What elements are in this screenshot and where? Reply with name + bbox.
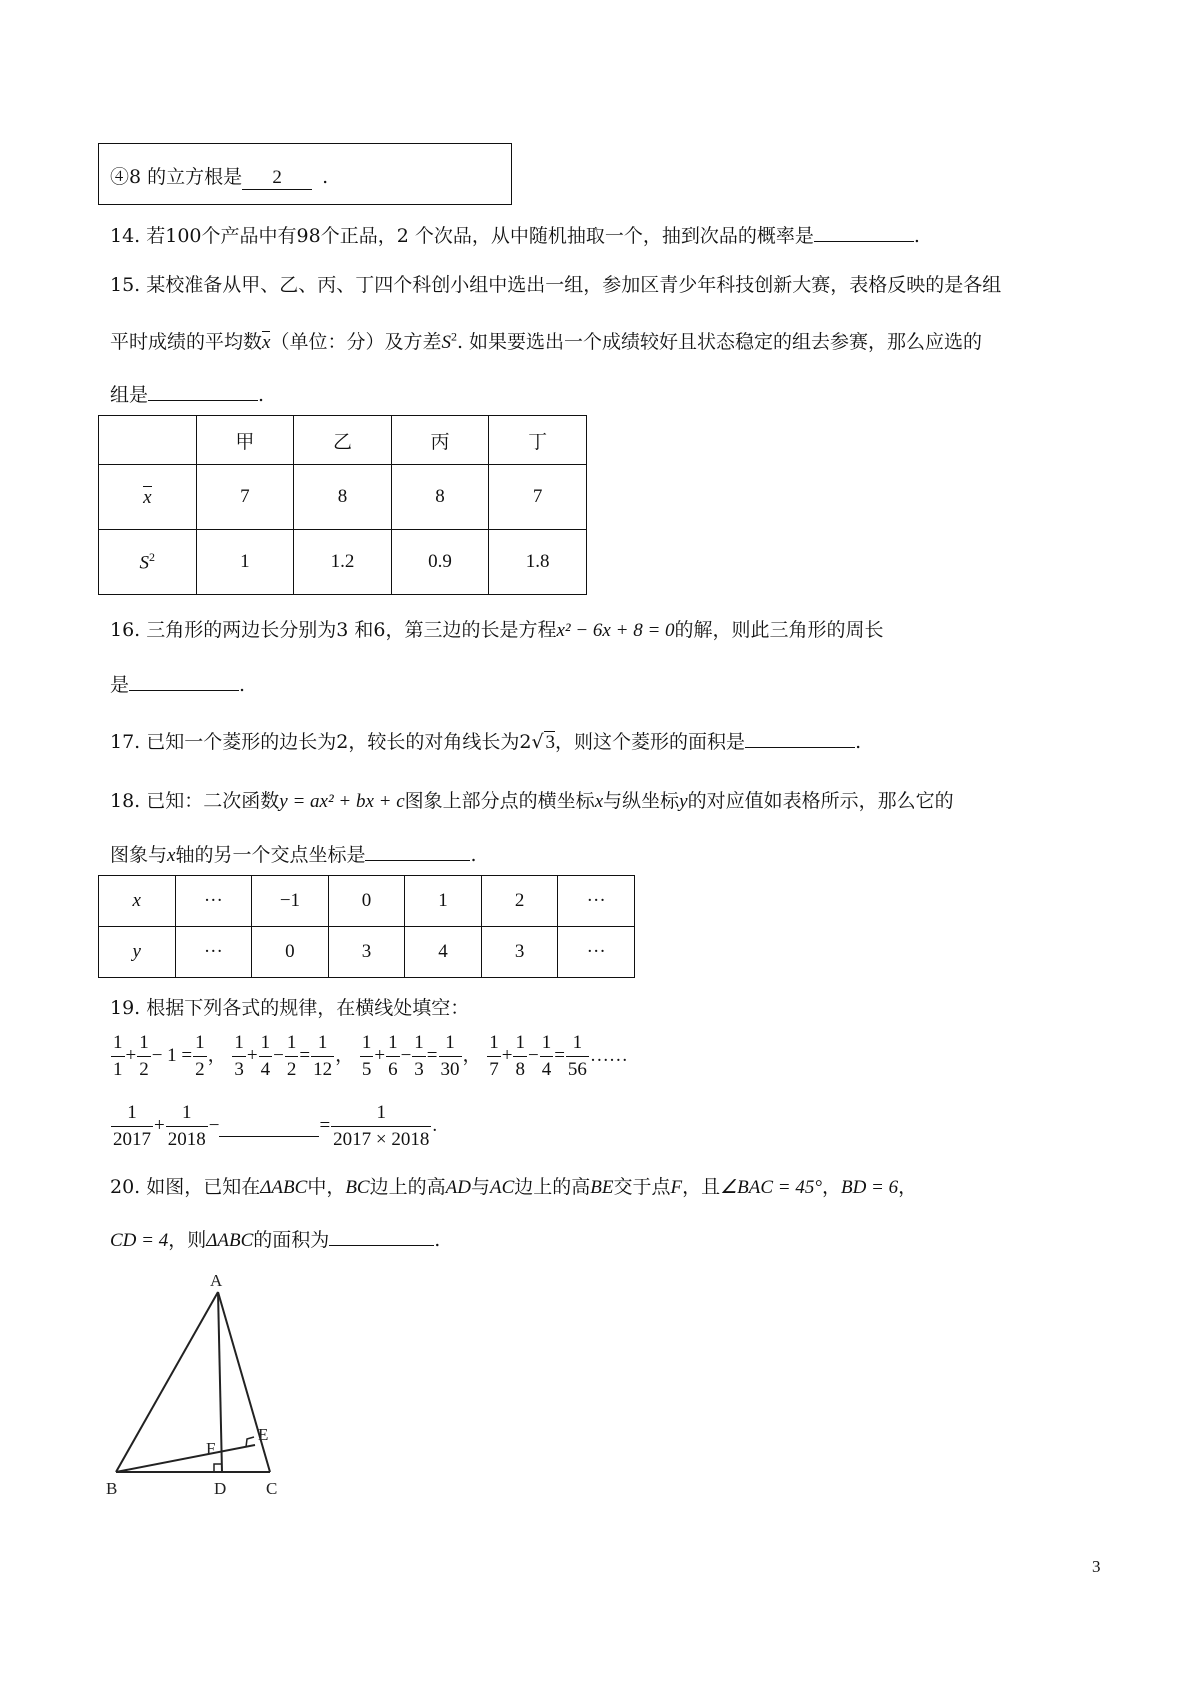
question-18-line2: 图象与x轴的另一个交点坐标是 . <box>110 840 477 867</box>
label-a: A <box>210 1271 223 1290</box>
row-var-label: $S^2$ <box>99 530 197 595</box>
cell: 1 <box>196 530 294 595</box>
x-label: x <box>99 876 176 927</box>
page-number: 3 <box>1092 1557 1101 1576</box>
question-15-line3: 组是 . <box>110 380 264 407</box>
question-14: 14. 若100个产品中有98个正品，2 个次品，从中随机抽取一个，抽到次品的概率是 . <box>110 221 920 248</box>
cell: 1.2 <box>294 530 392 595</box>
side-ac <box>218 1292 270 1472</box>
label-c: C <box>266 1479 278 1498</box>
cell: 8 <box>294 465 392 530</box>
cell: 2 <box>481 876 558 927</box>
cell: 8 <box>391 465 489 530</box>
question-15-line1: 15. 某校准备从甲、乙、丙、丁四个科创小组中选出一组，参加区青少年科技创新大赛，表格反映的是各组 <box>110 274 1002 296</box>
cell: 7 <box>196 465 294 530</box>
header-yi: 乙 <box>294 416 392 465</box>
cell: 7 <box>489 465 587 530</box>
y-label: y <box>99 927 176 978</box>
header-bing: 丙 <box>391 416 489 465</box>
header-jia: 甲 <box>196 416 294 465</box>
triangle-figure <box>100 1270 320 1520</box>
q19-series: $\frac{1}{1}$ + $\frac{1}{2}$ − 1 = $\frac{1}{2}$ ， $\frac{1}{3}$ + $\frac{1}{4}$ − $\frac{1}{2}$ = $\frac{1}{12}$ ， $\frac{1}{5}$ + $\frac{1}{6}$ − $\frac{1}{3}$ = $\frac{1}{30}$ ， $\frac{1}{7}$ + $\frac{1}{8}$ − $\frac{1}{4}$ = $\frac{1}{56}$ …… <box>113 1032 628 1080</box>
header-ding: 丁 <box>489 416 587 465</box>
cell: 0 <box>328 876 405 927</box>
cell: ··· <box>175 876 252 927</box>
cell: 3 <box>328 927 405 978</box>
cell: ··· <box>558 927 635 978</box>
label-d: D <box>214 1479 227 1498</box>
question-20-line1: 20. 如图，已知在ΔABC中，BC边上的高AD与AC边上的高BE交于点F，且∠BAC = 45°，BD = 6， <box>110 1176 918 1198</box>
box-item-text: ④8 的立方根是 2 . <box>110 166 329 188</box>
cell: ··· <box>175 927 252 978</box>
right-angle-d <box>214 1464 222 1472</box>
box-item-answer: 2 <box>272 167 282 188</box>
question-15-line2: 平时成绩的平均数x（单位：分）及方差$S^2$. 如果要选出一个成绩较好且状态稳定的组去参赛，那么应选的 <box>110 329 983 353</box>
label-f: F <box>206 1439 216 1458</box>
header-empty <box>99 416 197 465</box>
side-ab <box>116 1292 218 1472</box>
altitude-be <box>116 1445 255 1472</box>
q19-target: $\frac{1}{2017}$ + $\frac{1}{2018}$ − = $\frac{1}{2017 \times 2018}$ . <box>113 1102 438 1150</box>
cell: 1.8 <box>489 530 587 595</box>
xy-table <box>98 875 635 978</box>
cell: 0.9 <box>391 530 489 595</box>
question-16-line1: 16. 三角形的两边长分别为3 和6，第三边的长是方程x² − 6x + 8 = 0的解，则此三角形的周长 <box>110 619 884 641</box>
cell: −1 <box>252 876 329 927</box>
cell: 0 <box>252 927 329 978</box>
question-19: 19. 根据下列各式的规律，在横线处填空： <box>110 997 470 1019</box>
question-20-line2: CD = 4，则ΔABC的面积为 . <box>110 1225 440 1252</box>
question-16-line2: 是 . <box>110 670 245 697</box>
question-18-line1: 18. 已知：二次函数y = ax² + bx + c图象上部分点的横坐标x与纵坐标y的对应值如表格所示，那么它的 <box>110 790 954 812</box>
cell: ··· <box>558 876 635 927</box>
label-e: E <box>258 1425 269 1444</box>
cell: 4 <box>405 927 482 978</box>
row-mean-label: x <box>99 465 197 530</box>
cell: 1 <box>405 876 482 927</box>
cell: 3 <box>481 927 558 978</box>
question-17: 17. 已知一个菱形的边长为2，较长的对角线长为2√ 3，则这个菱形的面积是 . <box>110 727 861 754</box>
altitude-ad <box>218 1292 222 1472</box>
label-b: B <box>106 1479 118 1498</box>
scores-table <box>98 415 587 595</box>
